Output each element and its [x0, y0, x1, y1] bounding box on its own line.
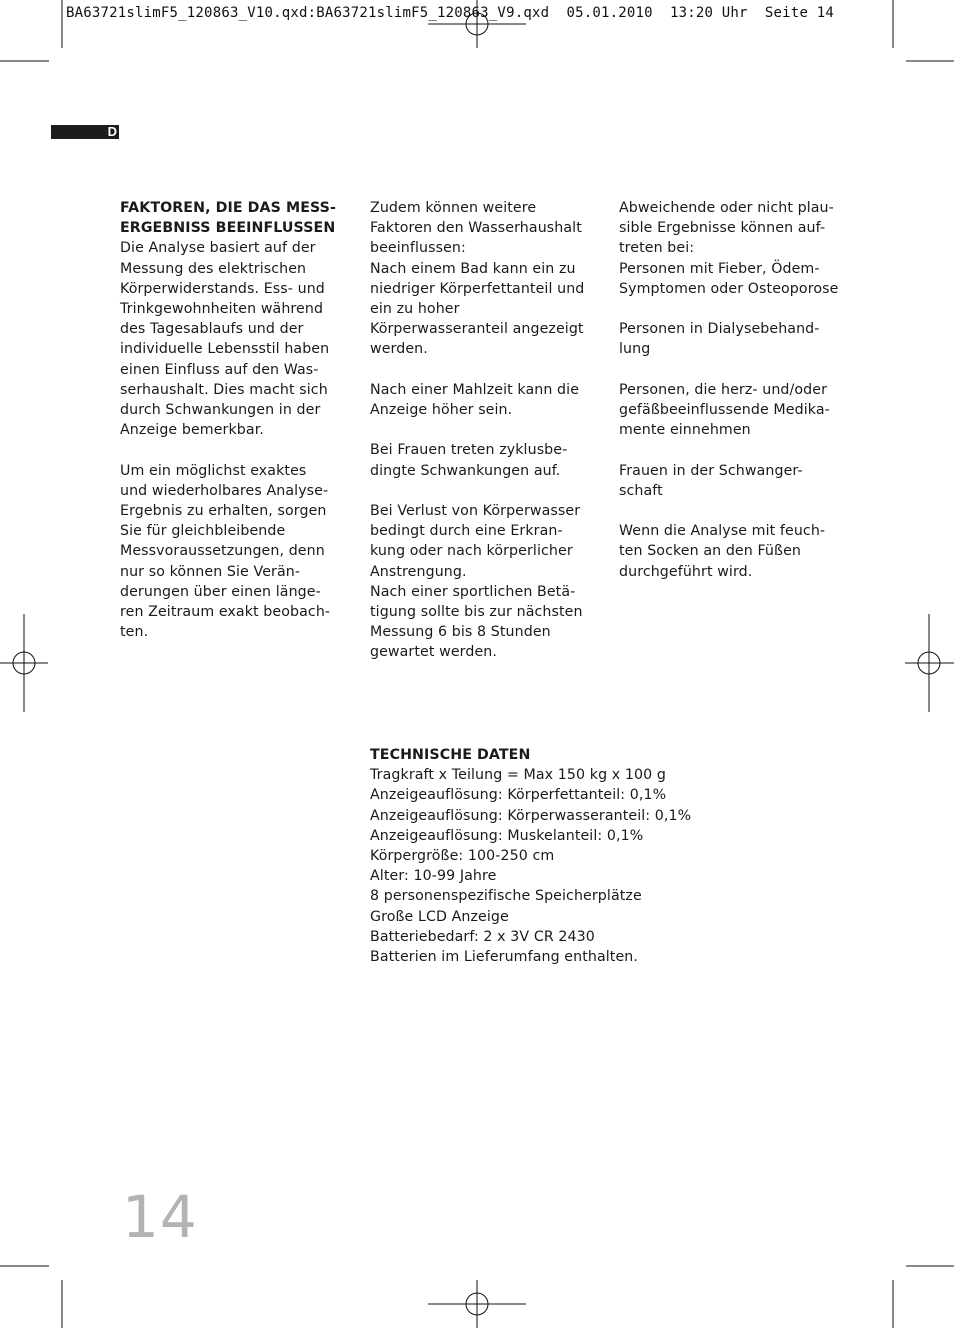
list-item: Körpergröße: 100-250 cm — [370, 848, 555, 865]
registration-mark-right — [905, 614, 954, 712]
technical-data-list — [370, 765, 730, 967]
paragraph: Personen in Dialysebehand- lung — [619, 321, 820, 358]
list-item: Anzeigeauflösung: Körperwasseranteil: 0,1% — [370, 807, 692, 824]
technical-data-section — [370, 745, 730, 967]
column-factors — [120, 198, 352, 663]
section-heading-factors: FAKTOREN, DIE DAS MESS- ERGEBNISS BEEINFLUSSEN — [120, 200, 336, 237]
paragraph: Bei Verlust von Körperwasser bedingt durch eine Erkran- kung oder nach körperlicher Anstrengung. Nach einer sportlichen Betä- tigung sollte bis zur nächsten Messung 6 bis 8 Stunden gewartet werden. — [370, 503, 583, 661]
list-item: Große LCD Anzeige — [370, 908, 509, 925]
registration-mark-left — [0, 614, 48, 712]
registration-mark-top — [428, 0, 526, 48]
section-heading-technical-data: TECHNISCHE DATEN — [370, 747, 531, 763]
paragraph: Abweichende oder nicht plau- sible Ergebnisse können auf- treten bei: Personen mit Fieber, Ödem- Symptomen oder Osteoporose — [619, 200, 839, 297]
page-number: 14 — [122, 1183, 198, 1251]
paragraph: Bei Frauen treten zyklusbe- dingte Schwankungen auf. — [370, 442, 568, 479]
list-item: Anzeigeauflösung: Körperfettanteil: 0,1% — [370, 787, 667, 804]
print-slug: BA63721slimF5_120863_V10.qxd:BA63721slimF5_120863_V9.qxd 05.01.2010 13:20 Uhr Seite 14 — [66, 5, 834, 21]
paragraph: Nach einer Mahlzeit kann die Anzeige höher sein. — [370, 381, 580, 419]
column-deviating-results — [619, 198, 851, 602]
paragraph: Wenn die Analyse mit feuch- ten Socken an den Füßen durchgeführt wird. — [619, 523, 826, 580]
list-item: Batterien im Lieferumfang enthalten. — [370, 949, 639, 966]
registration-mark-bottom — [428, 1280, 526, 1328]
list-item: Alter: 10-99 Jahre — [370, 868, 497, 885]
list-item: Tragkraft x Teilung = Max 150 kg x 100 g — [370, 767, 667, 784]
list-item: Anzeigeauflösung: Muskelanteil: 0,1% — [370, 827, 644, 844]
paragraph: Zudem können weitere Faktoren den Wasserhaushalt beeinflussen: Nach einem Bad kann ein zu niedriger Körperfettanteil und ein zu hoher Körperwasseranteil angezeigt werden. — [370, 200, 585, 358]
paragraph: Um ein möglichst exaktes und wiederholbares Analyse- Ergebnis zu erhalten, sorgen Sie für gleichbleibende Messvoraussetzungen, denn nur so können Sie Verän- derungen über einen länge- ren Zeitraum exakt beobach- ten. — [120, 462, 331, 641]
column-water-factors — [370, 198, 602, 683]
list-item: 8 personenspezifische Speicherplätze — [370, 888, 642, 905]
list-item: Batteriebedarf: 2 x 3V CR 2430 — [370, 928, 595, 945]
paragraph: Personen, die herz- und/oder gefäßbeeinflussende Medika- mente einnehmen — [619, 381, 830, 439]
paragraph: Die Analyse basiert auf der Messung des elektrischen Körperwiderstands. Ess- und Trinkgewohnheiten während des Tagesablaufs und der individuelle Lebensstil haben einen Einfluss auf den Was- serhaushalt. Dies macht sich durch Schwankungen in der Anzeige bemerkbar. — [120, 240, 330, 439]
paragraph: Frauen in der Schwanger- schaft — [619, 462, 803, 499]
language-tab: D — [51, 125, 119, 139]
